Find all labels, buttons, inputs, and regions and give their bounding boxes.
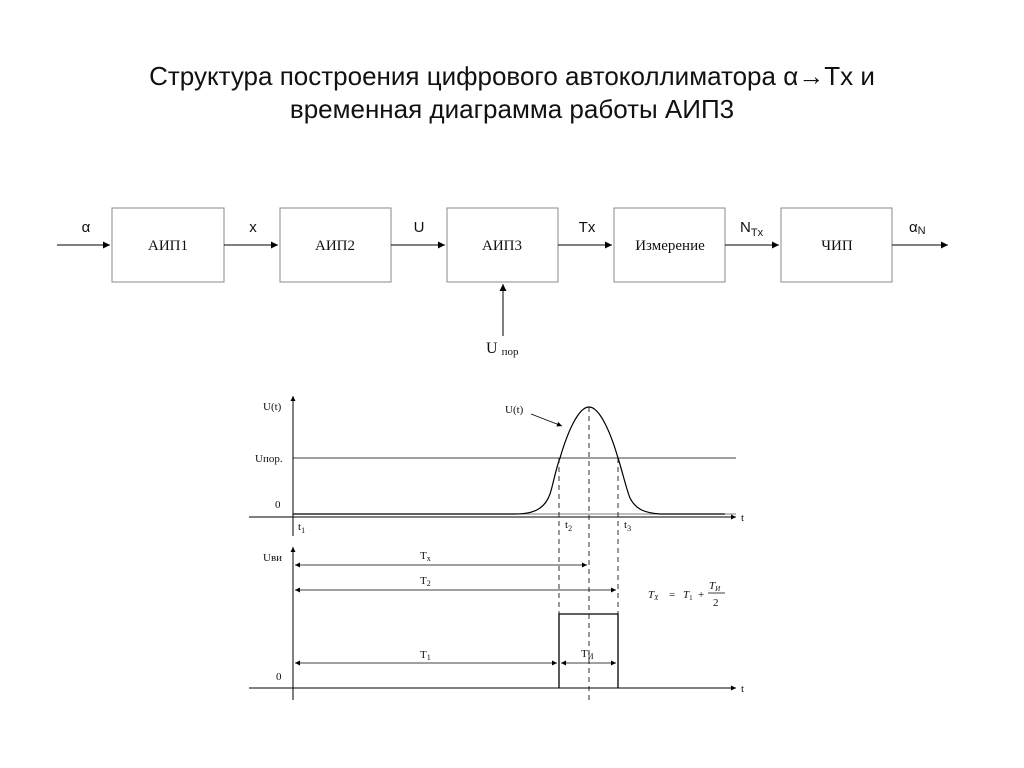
formula-lhs-text: TX bbox=[648, 589, 659, 602]
threshold-label: U пор bbox=[486, 340, 519, 358]
upper-threshold-label: Uпор. bbox=[255, 453, 283, 465]
formula-plus: + bbox=[698, 589, 705, 601]
ti-interval-label: TИ bbox=[581, 648, 594, 661]
upper-t-axis-label: t bbox=[741, 512, 745, 524]
signal-u: U bbox=[413, 219, 425, 236]
t2-label: $t_2$ bbox=[565, 519, 573, 533]
title-line-1: Структура построения цифрового автоколлиматора α→Tx и bbox=[149, 61, 875, 91]
signal-x: x bbox=[249, 219, 257, 236]
signal-alpha-in: α bbox=[81, 219, 91, 236]
lower-plot bbox=[249, 547, 736, 700]
t2-interval-label: T2 bbox=[420, 575, 431, 588]
block-aip2-label: АИП2 bbox=[315, 238, 355, 254]
t1-label: $t_1$ bbox=[298, 521, 306, 535]
lower-t-axis-label: t bbox=[741, 683, 745, 695]
t1-interval-label: T1 bbox=[420, 649, 431, 662]
title-line-2: временная диаграмма работы АИП3 bbox=[289, 94, 735, 124]
signal-tx: Tx bbox=[578, 219, 596, 236]
block-aip3-label: АИП3 bbox=[482, 238, 522, 254]
upper-plot bbox=[249, 396, 736, 536]
signal-alpha-out: αN bbox=[909, 219, 926, 237]
output-pulse bbox=[559, 614, 618, 688]
formula-t1: T1 bbox=[683, 589, 693, 602]
lower-zero-label: 0 bbox=[276, 671, 282, 683]
upper-zero-label: 0 bbox=[275, 499, 281, 511]
formula-eq: = bbox=[669, 589, 676, 601]
block-measurement-label: Измерение bbox=[635, 238, 705, 254]
formula-numerator: TИ bbox=[709, 580, 721, 593]
curve-label-pointer bbox=[531, 414, 562, 426]
curve-label: U(t) bbox=[505, 404, 524, 416]
t3-label: $t_3$ bbox=[624, 519, 632, 533]
formula-denominator: 2 bbox=[713, 597, 719, 609]
signal-ntx: $N_{Tx}$ bbox=[740, 219, 764, 239]
block-chip-label: ЧИП bbox=[821, 238, 853, 254]
block-aip1-label: АИП1 bbox=[148, 238, 188, 254]
pulse-curve bbox=[293, 407, 725, 514]
lower-y-label: Uви bbox=[263, 552, 283, 564]
tx-interval-label: Tx bbox=[420, 550, 431, 563]
upper-y-label: U(t) bbox=[263, 401, 282, 413]
